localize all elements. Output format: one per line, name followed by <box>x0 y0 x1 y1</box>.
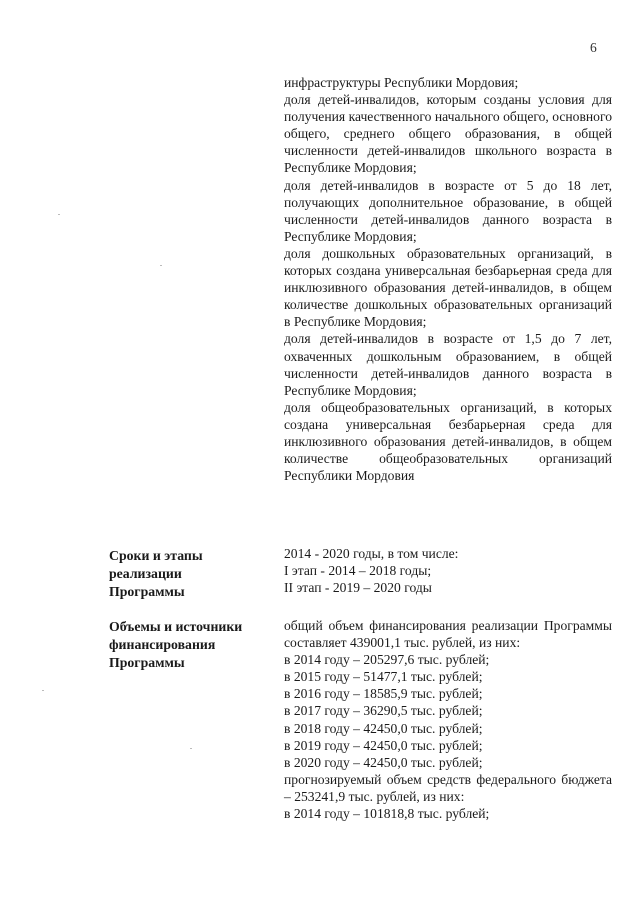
section-content-terms <box>284 545 612 596</box>
paragraph: в 2015 году – 51477,1 тыс. рублей; <box>284 669 483 685</box>
label-line: Сроки и этапы <box>109 548 203 563</box>
paragraph: доля детей-инвалидов в возрасте от 5 до 18 лет, получающих дополнительное образование, в общей численности детей-инвалидов данного возраста в Республике Мордовия; <box>284 177 612 244</box>
paragraph: в 2018 году – 42450,0 тыс. рублей; <box>284 720 483 736</box>
paragraph: доля общеобразовательных организаций, в которых создана универсальная безбарьерная среда для инклюзивного образования детей-инвалидов, в общем количестве общеобразовательных организаций Республики Мордовия <box>284 399 612 484</box>
section-content-financing <box>284 617 612 822</box>
page-number: 6 <box>590 40 597 55</box>
section-label-financing <box>109 618 269 671</box>
paragraph: прогнозируемый объем средств федерального бюджета – 253241,9 тыс. рублей, из них: <box>284 771 612 804</box>
paragraph: II этап - 2019 – 2020 годы <box>284 580 432 596</box>
paragraph: в 2014 году – 205297,6 тыс. рублей; <box>284 652 490 668</box>
paragraph: инфраструктуры Республики Мордовия; <box>284 75 519 90</box>
paragraph: в 2014 году – 101818,8 тыс. рублей; <box>284 806 490 822</box>
label-line: Объемы и источники <box>109 619 243 634</box>
label-line: реализации <box>109 565 182 581</box>
paragraph: 2014 - 2020 годы, в том числе: <box>284 546 459 561</box>
paragraph: доля дошкольных образовательных организаций, в которых создана универсальная безбарьерная среда для инклюзивного образования детей-инвалидов, в общем количестве дошкольных образовательных организаций в Республике Мордовия; <box>284 245 612 330</box>
paragraph: I этап - 2014 – 2018 годы; <box>284 563 432 579</box>
scan-artifact <box>58 214 60 215</box>
paragraph: в 2020 году – 42450,0 тыс. рублей; <box>284 754 483 770</box>
scan-artifact <box>190 748 192 749</box>
indicators-continuation <box>284 74 612 484</box>
label-line: Программы <box>109 654 185 670</box>
label-line: Программы <box>109 583 185 599</box>
paragraph: в 2017 году – 36290,5 тыс. рублей; <box>284 703 483 719</box>
paragraph: в 2016 году – 18585,9 тыс. рублей; <box>284 686 483 702</box>
paragraph: общий объем финансирования реализации Программы составляет 439001,1 тыс. рублей, из них: <box>284 618 612 651</box>
scan-artifact <box>160 265 162 266</box>
paragraph: доля детей-инвалидов, которым созданы условия для получения качественного начального общего, основного общего, среднего общего образования, в общей численности детей-инвалидов школьного возраста в Республике Мордовия; <box>284 92 612 176</box>
scan-artifact <box>42 690 44 691</box>
section-label-terms <box>109 547 269 600</box>
paragraph: доля детей-инвалидов в возрасте от 1,5 до 7 лет, охваченных дошкольным образованием, в общей численности детей-инвалидов данного возраста в Республике Мордовия; <box>284 331 612 398</box>
label-line: финансирования <box>109 636 216 652</box>
paragraph: в 2019 году – 42450,0 тыс. рублей; <box>284 737 483 753</box>
